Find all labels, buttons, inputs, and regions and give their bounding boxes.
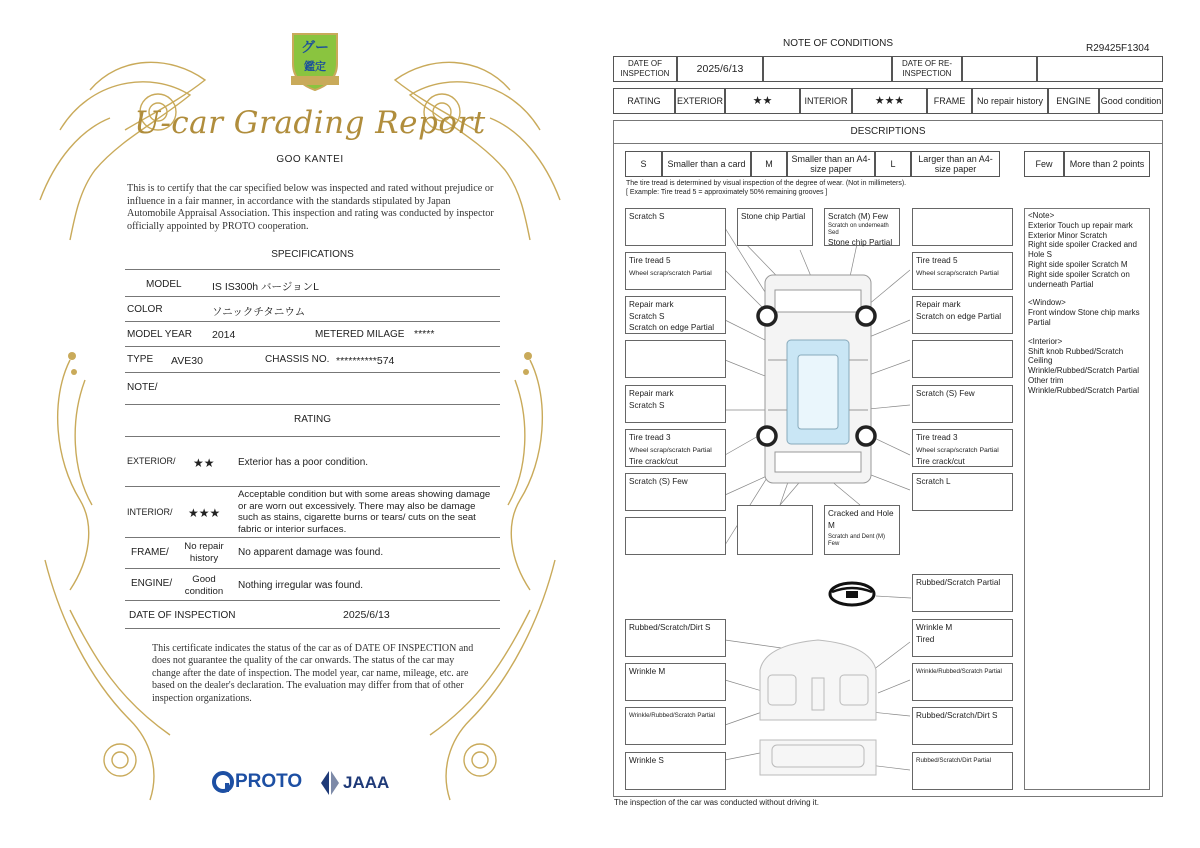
damage-text: Wrinkle S — [629, 756, 664, 765]
certification-text: This is to certify that the car specified below was inspected and rated without prejudice or influence in a fair manner, in accordance with the standards stipulated by Japan Automobile Appraisal Association. This inspection and rating was conducted by inspector officially appointed by PROTO cooperation. — [127, 183, 494, 232]
jaaa-logo — [318, 770, 389, 796]
interior-box-driver-seat — [912, 619, 1013, 657]
exterior-stars: ★★ — [193, 456, 215, 470]
damage-box-front-spoiler — [824, 208, 900, 246]
divider — [125, 321, 500, 322]
engine-value: Good condition — [1099, 88, 1163, 114]
proto-logo-text: PROTO — [235, 771, 303, 792]
damage-text: Scratch (S) Few — [916, 389, 975, 398]
note-line: Shift knob Rubbed/Scratch — [1028, 346, 1124, 356]
damage-text: Rubbed/Scratch Partial — [916, 578, 1001, 587]
divider — [125, 346, 500, 347]
damage-text: Stone chip Partial — [828, 237, 893, 247]
interior-stars: ★★★ — [852, 88, 927, 114]
damage-box-tire-rear-right — [912, 429, 1013, 467]
divider — [125, 537, 500, 538]
color-label: COLOR — [127, 304, 163, 315]
mileage-value: ***** — [414, 328, 435, 340]
damage-text: Wheel scrap/scratch Partial — [629, 446, 712, 454]
proto-logo — [212, 771, 302, 793]
damage-box-tire-front-left — [625, 252, 726, 290]
divider — [125, 296, 500, 297]
interior-description: Acceptable condition but with some areas showing damage or are worn out excessively. There may also be damage such as stains, cigarette burns or tears/ cuts on the seat fabric or interior surfaces. — [238, 489, 491, 535]
interior-box-rear-right — [912, 752, 1013, 790]
steering-wheel-icon — [830, 583, 874, 605]
damage-text: Rubbed/Scratch/Dirt S — [629, 623, 711, 632]
tire-example: [ Example: Tire tread 5 = approximately 50% remaining grooves ] — [626, 189, 828, 196]
damage-text: Scratch on edge Partial — [916, 311, 1002, 321]
interior-box-left-trim — [625, 707, 726, 745]
note-line: Ceiling — [1028, 356, 1053, 366]
window-heading: <Window> — [1028, 298, 1066, 308]
damage-box-rear-right — [912, 473, 1013, 511]
damage-text: Wrinkle/Rubbed/Scratch Partial — [916, 668, 1002, 675]
damage-text: Repair mark — [629, 300, 674, 309]
goo-kantei-badge-icon — [287, 30, 343, 92]
tire-note: The tire tread is determined by visual inspection of the degree of wear. (Not in millimeters). — [626, 180, 907, 187]
damage-text: Wrinkle M — [629, 667, 666, 676]
damage-box-right-front-door — [912, 340, 1013, 378]
note-line: Right side spoiler Scratch on underneath Partial — [1028, 269, 1130, 289]
steering-damage-box — [912, 574, 1013, 612]
interior-box-console — [912, 707, 1013, 745]
damage-text: Scratch S — [629, 311, 665, 321]
interior-stars: ★★★ — [188, 506, 221, 520]
descriptions-heading: DESCRIPTIONS — [613, 120, 1163, 144]
frame-value: No repair history — [972, 88, 1048, 114]
damage-text: Repair mark — [916, 300, 961, 309]
interior-box-passenger-seat — [625, 663, 726, 701]
divider — [125, 269, 500, 270]
divider — [125, 436, 500, 437]
damage-box-left-rear-door — [625, 385, 726, 423]
damage-text: Wrinkle/Rubbed/Scratch Partial — [629, 712, 715, 719]
conditions-title: NOTE OF CONDITIONS — [783, 38, 893, 49]
legend-l-desc: Larger than an A4-size paper — [911, 151, 1000, 177]
note-line: Exterior Touch up repair mark — [1028, 220, 1133, 230]
divider — [125, 486, 500, 487]
interior-box-ceiling — [625, 619, 726, 657]
report-title: U-car Grading Report — [134, 105, 486, 141]
damage-box-front-right — [912, 208, 1013, 246]
damage-box-left-fender — [625, 296, 726, 334]
interior-heading: <Interior> — [1028, 336, 1063, 346]
damage-text: Tire tread 3 — [916, 433, 958, 442]
damage-text: Stone chip Partial — [741, 212, 806, 221]
exterior-stars: ★★ — [725, 88, 800, 114]
damage-text: Wheel scrap/scratch Partial — [916, 269, 999, 277]
svg-text:鑑定: 鑑定 — [304, 60, 326, 73]
damage-text: Tire tread 3 — [629, 433, 671, 442]
damage-box-tire-rear-left — [625, 429, 726, 467]
exterior-label: EXTERIOR/ — [127, 456, 176, 466]
jaaa-logo-text: JAAA — [343, 773, 390, 792]
date-value: 2025/6/13 — [677, 56, 763, 82]
rating-heading: RATING — [293, 414, 332, 425]
interior-label: INTERIOR/ — [127, 507, 173, 517]
chassis-label: CHASSIS NO. — [265, 354, 330, 365]
type-label: TYPE — [127, 354, 154, 365]
damage-text: Repair mark — [629, 389, 674, 398]
interior-box-right-trim — [912, 663, 1013, 701]
damage-text: Tire crack/cut — [916, 457, 965, 466]
frame-value: No repair history — [184, 541, 224, 564]
engine-label: ENGINE/ — [131, 578, 173, 589]
frame-description: No apparent damage was found. — [238, 547, 384, 558]
frame-label: FRAME/ — [131, 547, 169, 558]
damage-text: Scratch (S) Few — [629, 477, 688, 486]
damage-box-left-front-door — [625, 340, 726, 378]
engine-label: ENGINE — [1048, 88, 1099, 114]
reinspection-label: DATE OF RE-INSPECTION — [892, 56, 962, 82]
damage-text: Scratch S — [629, 400, 665, 410]
divider — [125, 628, 500, 629]
damage-text: Tire tread 5 — [629, 256, 671, 265]
note-line: Right side spoiler Scratch M — [1028, 259, 1128, 269]
exterior-label: EXTERIOR — [675, 88, 725, 114]
engine-value: Good condition — [184, 574, 224, 597]
rating-label: RATING — [613, 88, 675, 114]
model-value: IS IS300h バージョンL — [212, 281, 319, 293]
date-label: DATE OF INSPECTION — [613, 56, 677, 82]
damage-box-front-left — [625, 208, 726, 246]
damage-box-rear-left — [625, 473, 726, 511]
damage-box-rear-center — [737, 505, 813, 555]
date-of-inspection-value: 2025/6/13 — [343, 609, 390, 621]
exterior-description: Exterior has a poor condition. — [238, 457, 369, 468]
model-year-label: MODEL YEAR — [127, 329, 193, 340]
engine-description: Nothing irregular was found. — [238, 580, 364, 591]
note-label: NOTE/ — [127, 382, 158, 393]
color-value: ソニックチタニウム — [212, 306, 306, 318]
mileage-label: METERED MILAGE — [315, 329, 405, 340]
legend-few: Few — [1024, 151, 1064, 177]
divider — [125, 568, 500, 569]
damage-text: Scratch L — [916, 477, 951, 486]
damage-box-right-rear-door — [912, 385, 1013, 423]
divider — [125, 372, 500, 373]
type-value: AVE30 — [171, 355, 203, 367]
frame-label: FRAME — [927, 88, 972, 114]
note-line: Front window Stone chip marks Partial — [1028, 308, 1140, 327]
damage-text: Scratch S — [629, 212, 665, 221]
damage-text: Wheel scrap/scratch Partial — [916, 446, 999, 454]
note-line: Wrinkle/Rubbed/Scratch Partial — [1028, 366, 1140, 376]
damage-text: Tire tread 5 — [916, 256, 958, 265]
specifications-heading: SPECIFICATIONS — [271, 249, 354, 260]
damage-box-front-center — [737, 208, 813, 246]
note-heading: <Note> — [1028, 211, 1055, 220]
damage-text: Rubbed/Scratch/Dirt Partial — [916, 757, 991, 764]
jaaa-mark-icon — [318, 770, 340, 796]
proto-mark-icon — [212, 771, 234, 793]
chassis-value: **********574 — [336, 355, 395, 367]
note-line: Exterior Minor Scratch — [1028, 230, 1108, 240]
damage-text-small: Scratch on underneath Sed — [828, 222, 889, 236]
legend-s-desc: Smaller than a card — [662, 151, 751, 177]
interior-box-rear-left — [625, 752, 726, 790]
note-of-conditions — [600, 0, 1200, 848]
svg-text:グー: グー — [301, 40, 329, 56]
damage-text: Scratch on edge Partial — [629, 323, 715, 332]
damage-text-small: Scratch and Dent (M) Few — [828, 534, 886, 547]
legend-m: M — [751, 151, 787, 177]
notes-list — [1028, 211, 1148, 396]
damage-text: Rubbed/Scratch/Dirt S — [916, 711, 998, 720]
damage-text: Tired — [916, 634, 935, 644]
note-line: Right side spoiler Cracked and Hole S — [1028, 240, 1137, 260]
date-of-inspection-label: DATE OF INSPECTION — [129, 610, 236, 621]
damage-box-tire-front-right — [912, 252, 1013, 290]
note-line: Other trim — [1028, 375, 1064, 385]
disclaimer-text: This certificate indicates the status of the car as of DATE OF INSPECTION and does not guarantee the quality of the car onwards. The status of the car may change after the date of inspection. The model year, car name, mileage, etc. are based on the dealer's declaration. The evaluation may differ from that of other inspection organizations. — [152, 643, 474, 704]
damage-text: Cracked and Hole M — [828, 509, 894, 530]
divider — [125, 404, 500, 405]
legend-l: L — [875, 151, 911, 177]
damage-text: Scratch (M) Few — [828, 212, 889, 221]
damage-text: Tire crack/cut — [629, 457, 678, 466]
damage-box-right-fender — [912, 296, 1013, 334]
legend-m-desc: Smaller than an A4-size paper — [787, 151, 875, 177]
model-label: MODEL — [146, 279, 182, 290]
damage-text: Wheel scrap/scratch Partial — [629, 269, 712, 277]
note-line: Wrinkle/Rubbed/Scratch Partial — [1028, 385, 1140, 395]
divider — [125, 600, 500, 601]
damage-box-rear-bottom — [625, 517, 726, 555]
damage-text: Wrinkle M — [916, 623, 953, 632]
damage-box-rear-spoiler — [824, 505, 900, 555]
report-subtitle: GOO KANTEI — [276, 154, 344, 165]
reference-number: R29425F1304 — [1086, 43, 1150, 54]
legend-few-desc: More than 2 points — [1064, 151, 1150, 177]
model-year-value: 2014 — [212, 329, 236, 341]
footer-note: The inspection of the car was conducted without driving it. — [614, 798, 819, 807]
legend-s: S — [625, 151, 662, 177]
interior-label: INTERIOR — [800, 88, 852, 114]
